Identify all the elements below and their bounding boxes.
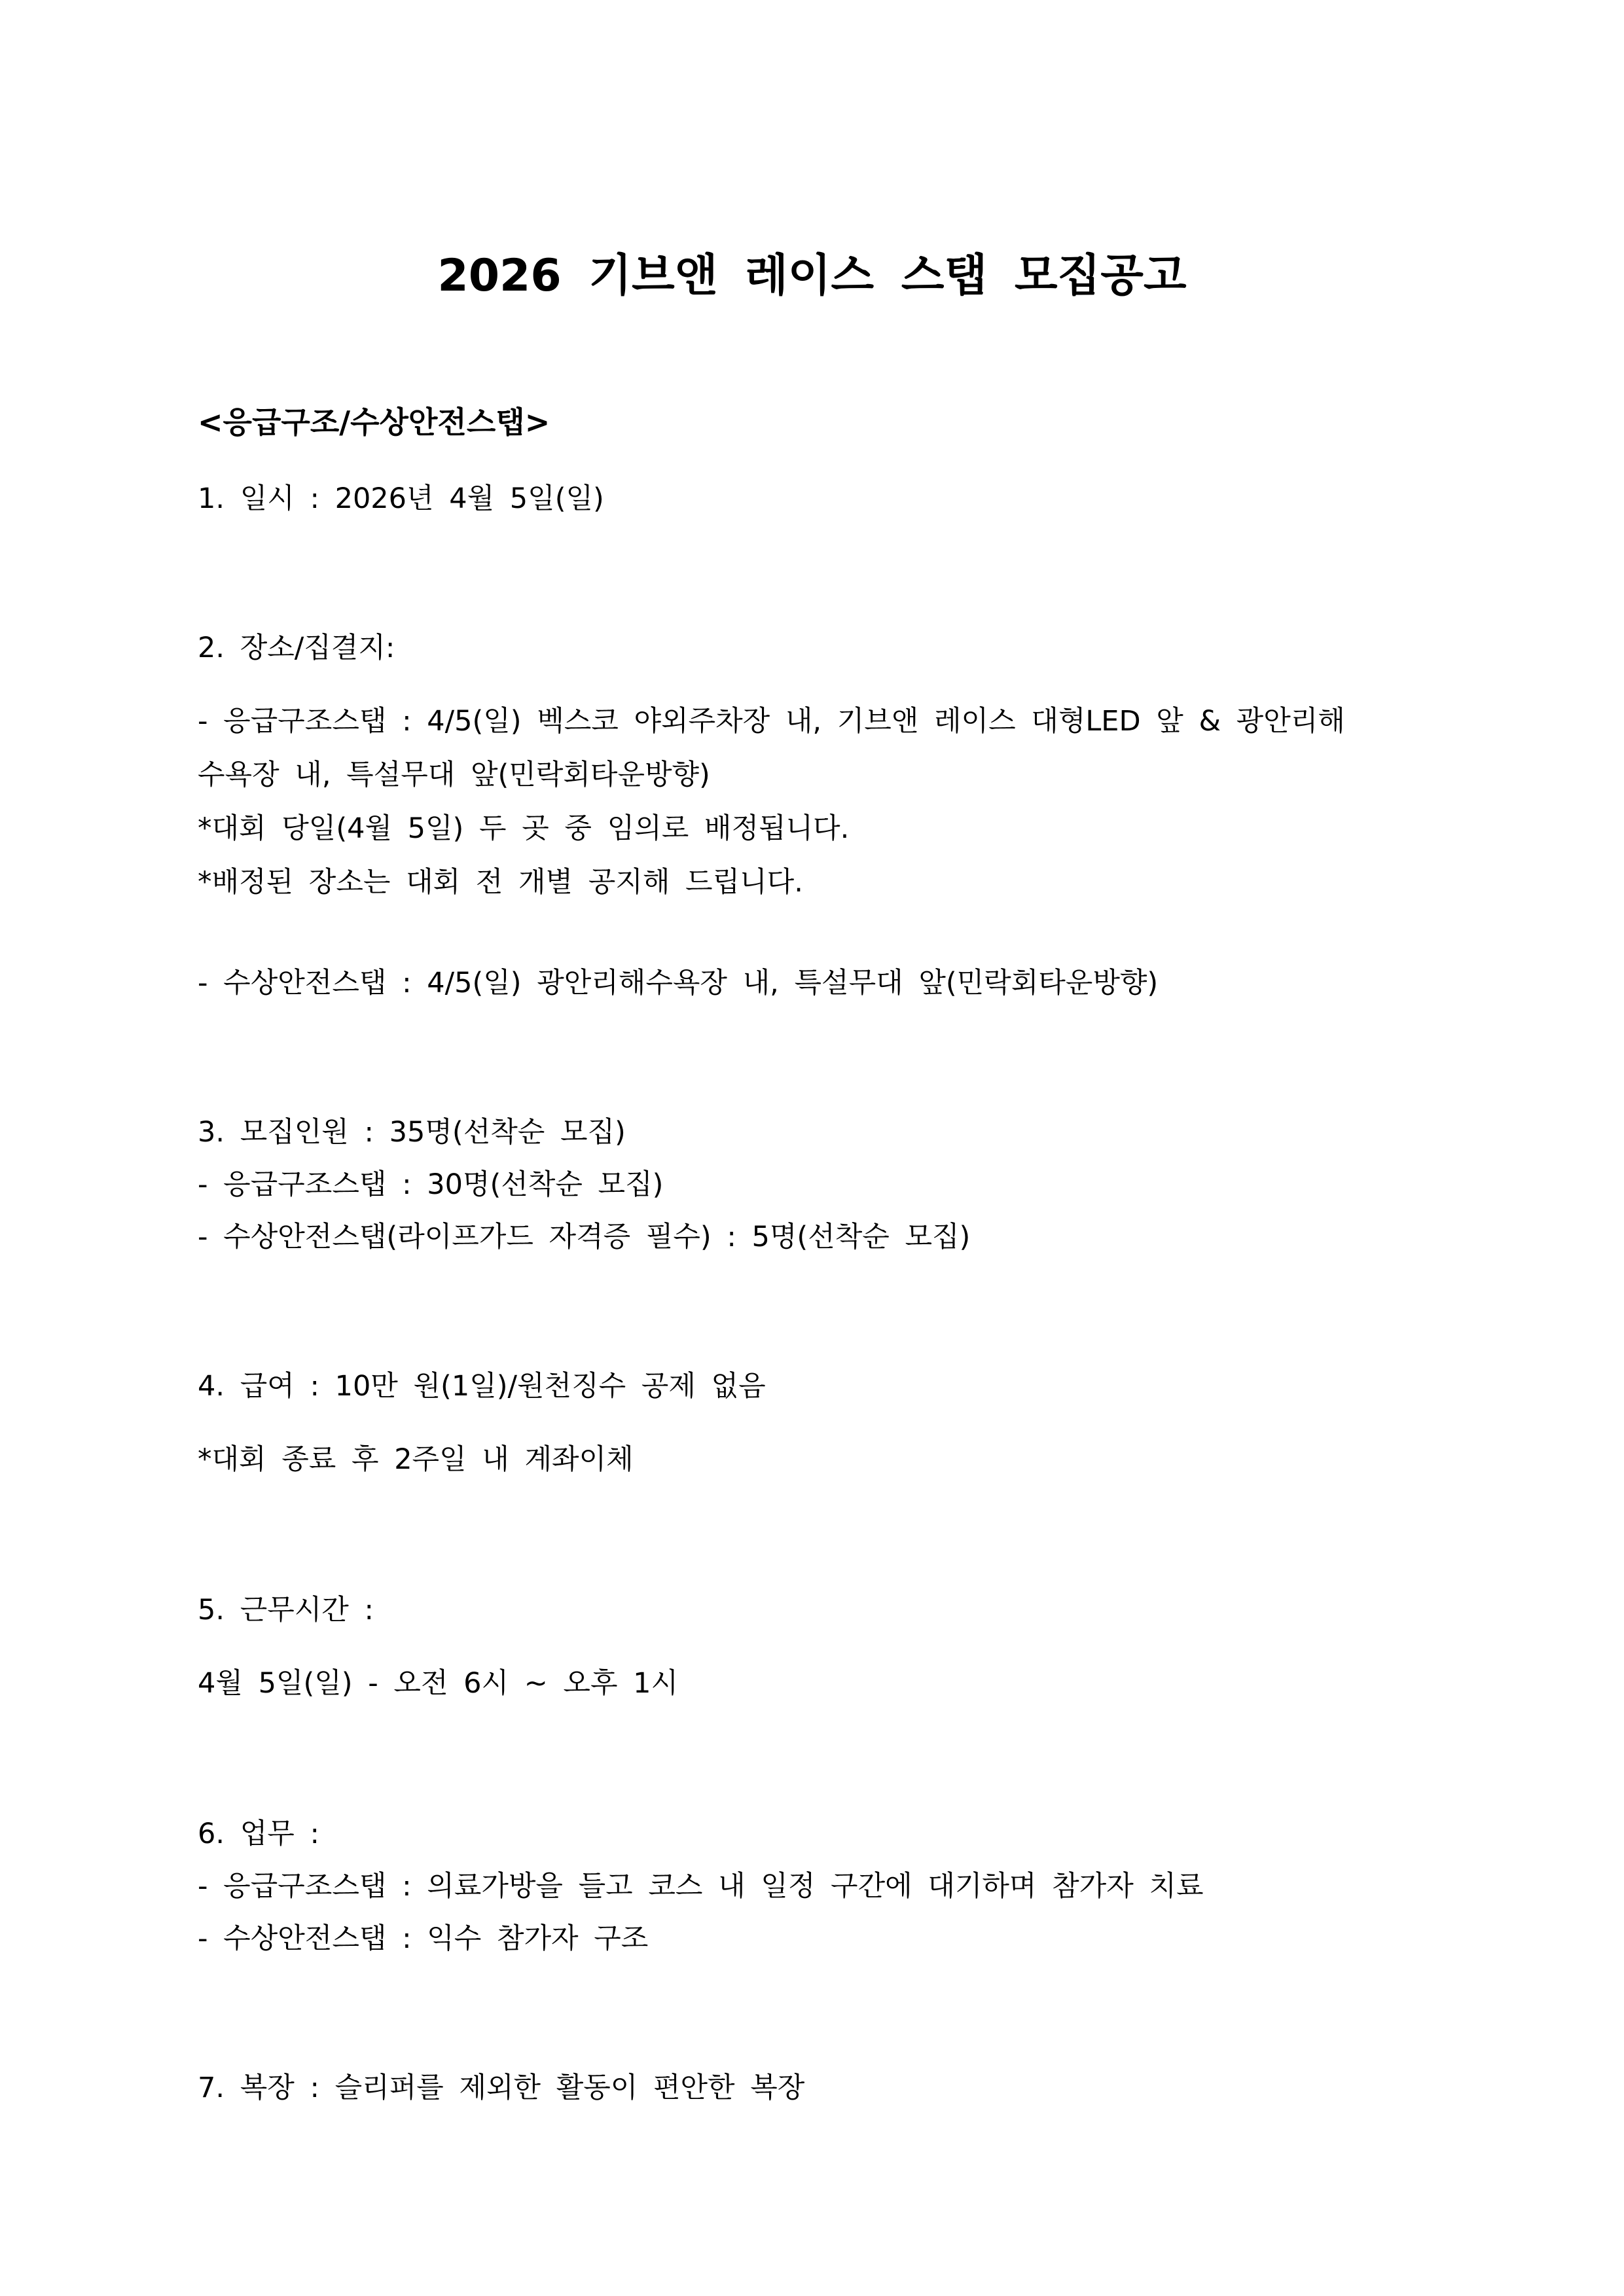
location-emergency-line-2: 수욕장 내, 특설무대 앞(민락회타운방향) (198, 759, 710, 791)
location-note-2: *배정된 장소는 대회 전 개별 공지해 드립니다. (198, 866, 803, 899)
section-heading: <응급구조/수상안전스탭> (198, 404, 550, 440)
document-title: 2026 기브앤 레이스 스탭 모집공고 (437, 250, 1187, 302)
location-note-1: *대회 당일(4월 5일) 두 곳 중 임의로 배정됩니다. (198, 812, 850, 845)
recruitment-heading: 3. 모집인원 : 35명(선착순 모집) (198, 1116, 626, 1149)
pay-heading: 4. 급여 : 10만 원(1일)/원천징수 공제 없음 (198, 1370, 766, 1403)
recruitment-water-safety: - 수상안전스탭(라이프가드 자격증 필수) : 5명(선착순 모집) (198, 1221, 971, 1253)
pay-note: *대회 종료 후 2주일 내 계좌이체 (198, 1443, 634, 1476)
location-water-safety: - 수상안전스탭 : 4/5(일) 광안리해수욕장 내, 특설무대 앞(민락회타운방향) (198, 967, 1159, 999)
duties-heading: 6. 업무 : (198, 1818, 319, 1850)
hours-heading: 5. 근무시간 : (198, 1594, 374, 1626)
hours-detail: 4월 5일(일) - 오전 6시 ~ 오후 1시 (198, 1667, 679, 1700)
location-emergency-line-1: - 응급구조스탭 : 4/5(일) 벡스코 야외주차장 내, 기브앤 레이스 대형LED 앞 & 광안리해 (198, 705, 1345, 738)
location-heading: 2. 장소/집결지: (198, 632, 395, 664)
date-line: 1. 일시 : 2026년 4월 5일(일) (198, 482, 604, 515)
duties-water-safety: - 수상안전스탭 : 익수 참가자 구조 (198, 1922, 649, 1955)
duties-emergency: - 응급구조스탭 : 의료가방을 들고 코스 내 일정 구간에 대기하며 참가자 치료 (198, 1870, 1204, 1903)
recruitment-emergency: - 응급구조스탭 : 30명(선착순 모집) (198, 1168, 664, 1201)
attire-line: 7. 복장 : 슬리퍼를 제외한 활동이 편안한 복장 (198, 2072, 805, 2104)
